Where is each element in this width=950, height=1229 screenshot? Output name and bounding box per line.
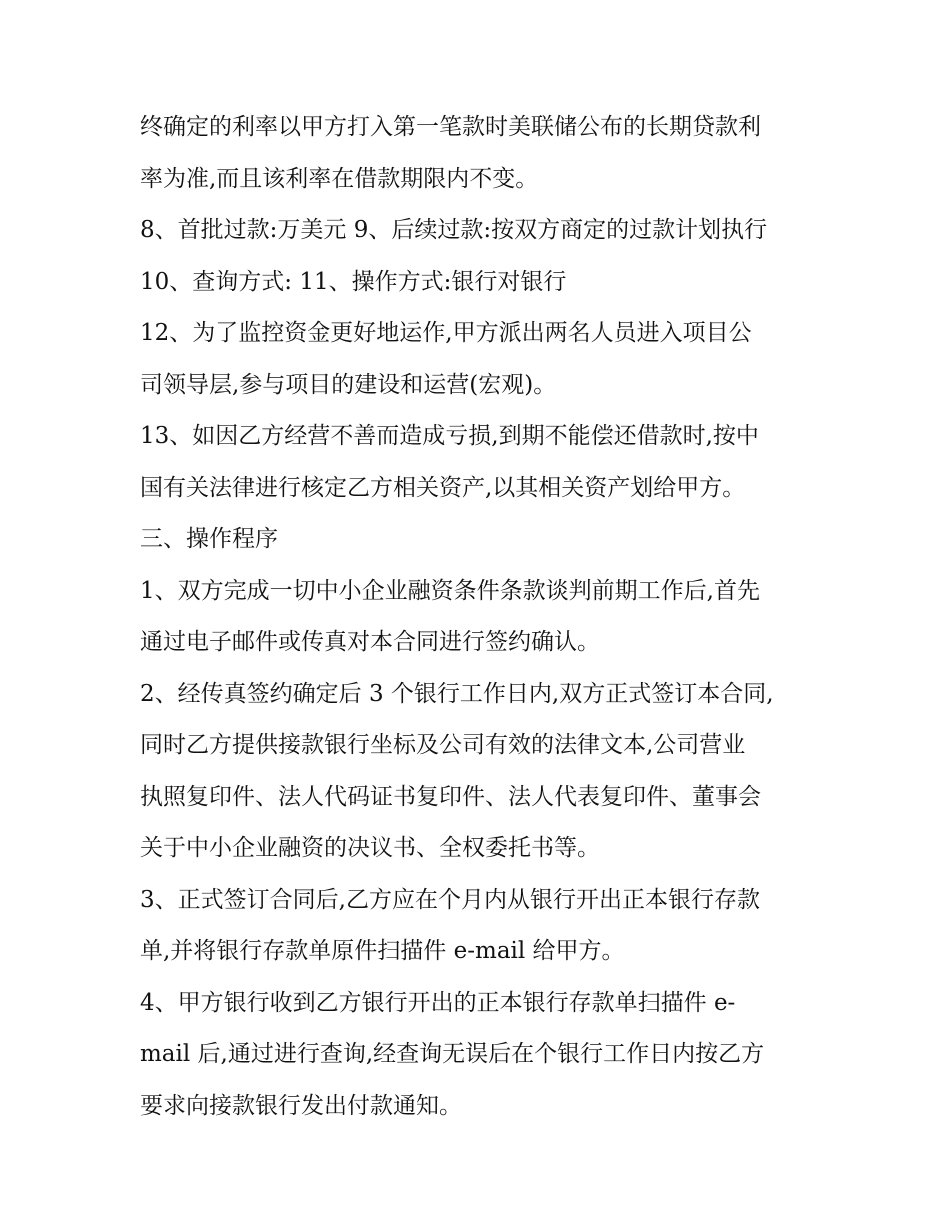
text-line: 8、首批过款:万美元 9、后续过款:按双方商定的过款计划执行 — [140, 217, 768, 243]
text-line: 12、为了监控资金更好地运作,甲方派出两名人员进入项目公 — [140, 320, 752, 346]
text-line: 同时乙方提供接款银行坐标及公司有效的法律文本,公司营业 — [140, 732, 746, 758]
text-line: 13、如因乙方经营不善而造成亏损,到期不能偿还借款时,按中 — [140, 423, 759, 449]
text-line: 关于中小企业融资的决议书、全权委托书等。 — [140, 835, 600, 861]
text-line: mail 后,通过进行查询,经查询无误后在个银行工作日内按乙方 — [140, 1041, 765, 1067]
text-line: 率为准,而且该利率在借款期限内不变。 — [140, 165, 539, 192]
text-line: 执照复印件、法人代码证书复印件、法人代表复印件、董事会 — [140, 783, 761, 810]
text-line: 2、经传真签约确定后 3 个银行工作日内,双方正式签订本合同, — [140, 680, 774, 707]
text-line: 国有关法律进行核定乙方相关资产,以其相关资产划给甲方。 — [140, 474, 746, 501]
section-heading: 三、操作程序 — [140, 526, 278, 552]
text-line: 通过电子邮件或传真对本合同进行签约确认。 — [140, 629, 600, 655]
text-line: 司领导层,参与项目的建设和运营(宏观)。 — [140, 371, 557, 398]
text-line: 单,并将银行存款单原件扫描件 e-mail 给甲方。 — [140, 938, 625, 964]
text-line: 要求向接款银行发出付款通知。 — [140, 1092, 462, 1119]
text-line: 10、查询方式: 11、操作方式:银行对银行 — [140, 268, 567, 295]
text-line: 终确定的利率以甲方打入第一笔款时美联储公布的长期贷款利 — [140, 114, 761, 140]
text-line: 3、正式签订合同后,乙方应在个月内从银行开出正本银行存款 — [140, 886, 760, 913]
text-line: 4、甲方银行收到乙方银行开出的正本银行存款单扫描件 e- — [140, 989, 736, 1016]
document-body — [140, 102, 820, 1132]
text-line: 1、双方完成一切中小企业融资条件条款谈判前期工作后,首先 — [140, 577, 760, 604]
